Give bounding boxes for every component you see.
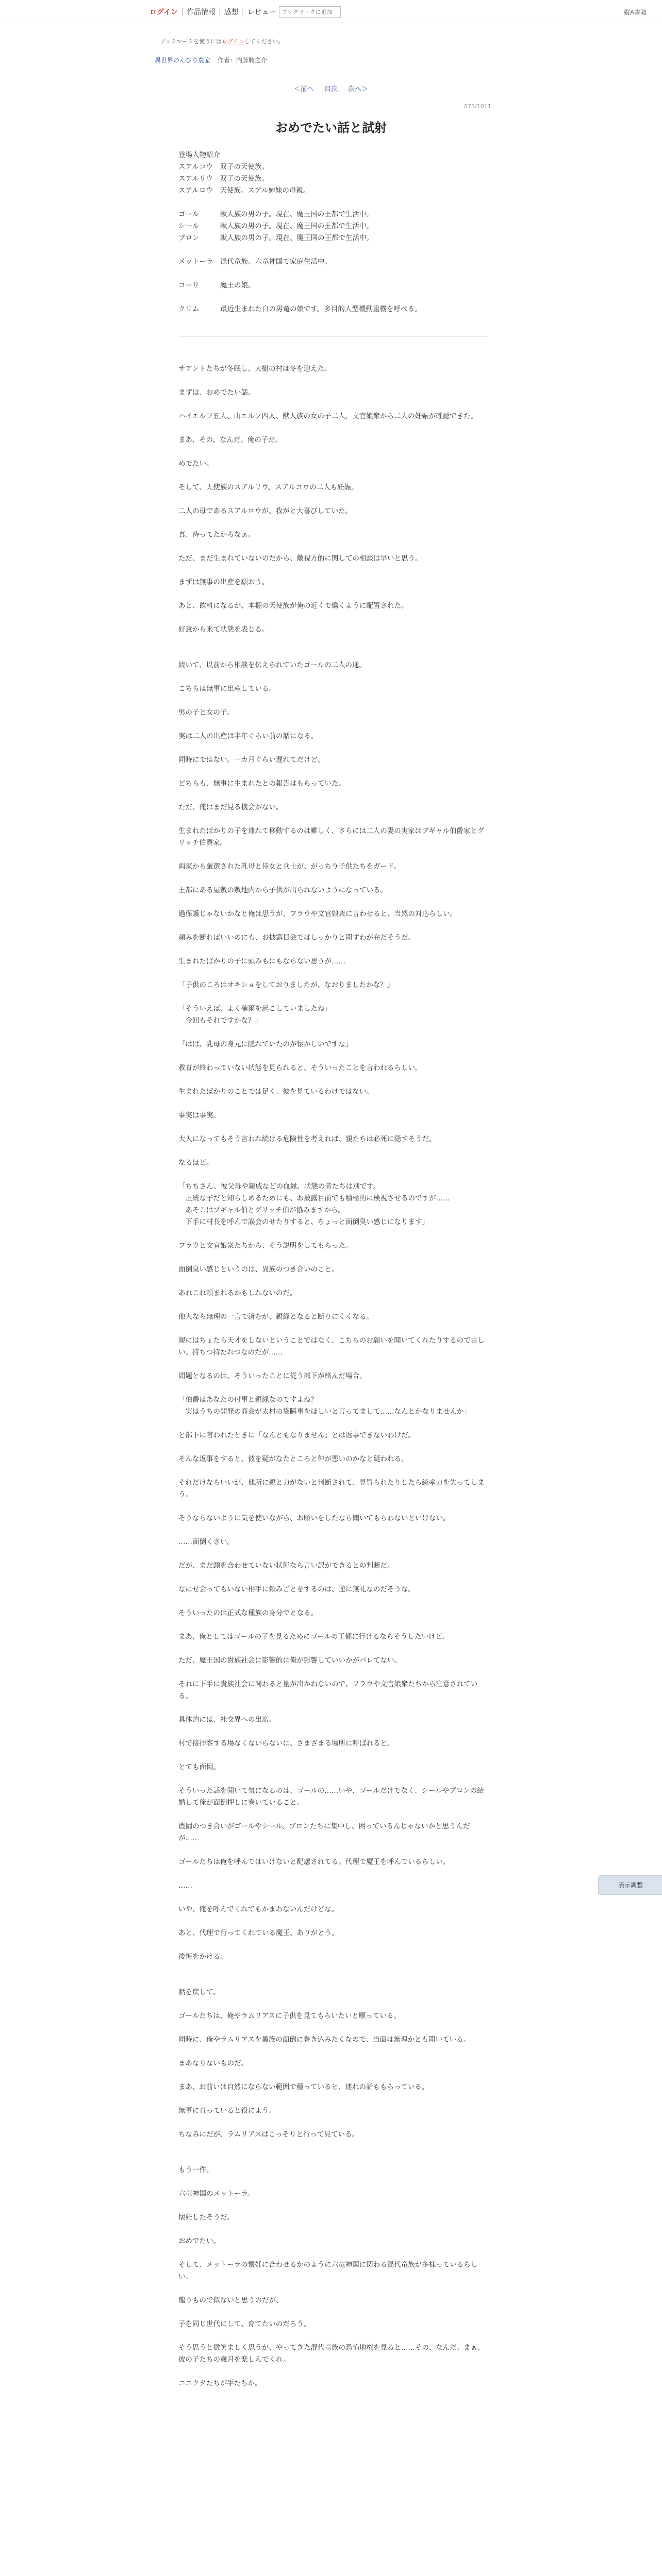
text-line: ゴールたちは、俺やラムリアスに子供を見てもらいたいと願っている。 [178, 2012, 401, 2020]
text-line [178, 648, 488, 659]
text-line: 事実は事実。 [178, 1111, 220, 1120]
text-line [178, 292, 488, 303]
episode-number: 873/1011 [464, 103, 491, 110]
text-line: 問題となるのは、そういったことに従う部下が絡んだ場合。 [178, 1372, 367, 1380]
text-line [178, 1939, 488, 1951]
text-line [178, 2117, 488, 2129]
text-line: フラウと文官娘衆たちから、そう説明をしてもらった。 [178, 1242, 353, 1250]
text-line [178, 1916, 488, 1927]
text-line: コーリ 魔王の娘。 [178, 281, 255, 290]
text-line [178, 1418, 488, 1430]
text-line [178, 2283, 488, 2295]
notice-suffix: してください。 [244, 38, 284, 45]
separator: | [241, 8, 244, 16]
text-line: 面倒臭い感じというのは、異族のつき合いのこと。 [178, 1265, 339, 1274]
text-line: 真、待ってたからなぁ。 [178, 531, 255, 539]
text-line: そういった話を聞いて気になるのは、ゴールの……いや、ゴールだけでなく、シールやブロンの結婚して俺が面倒押しに巻いていること。 [178, 1787, 484, 1807]
text-line: あと、代理で行ってくれている魔王、ありがとう。 [178, 1929, 339, 1937]
text-line [178, 671, 488, 683]
text-line [178, 896, 488, 908]
text-line [178, 2330, 488, 2342]
text-line: あれこれ頼まれるかもしれないのだ。 [178, 1289, 297, 1297]
text-line [178, 920, 488, 932]
text-line [178, 1299, 488, 1311]
text-line [178, 1145, 488, 1157]
nav-item-novel-info[interactable]: 作品情報 [187, 8, 216, 16]
text-line [178, 1619, 488, 1631]
episode-pager-top [0, 83, 662, 93]
author-label: 作者：内藤騎之介 [217, 57, 267, 64]
text-line: ただ、魔王国の貴族社会に影響的に俺が影響していいかがバレてない。 [178, 1656, 401, 1665]
text-line: ニニクタたちが手たちか。 [178, 2379, 262, 2387]
text-line: いや、俺を呼んでくれてもかまわないんだけどな。 [178, 1905, 339, 1913]
text-line [178, 2046, 488, 2058]
text-line [178, 1098, 488, 1110]
episode-preface [178, 149, 488, 315]
text-line [178, 612, 488, 624]
text-line: ゴール 獣人族の男の子。現在、魔王国の王都で生活中。 [178, 210, 373, 218]
text-line: 親にはちょたら天才をしないということではなく、こちらのお願いを聞いてくれたりするので古しい。持ちつ持たれつなのだが…… [178, 1336, 485, 1357]
text-line [178, 1868, 488, 1880]
nav-item-reviews[interactable]: レビュー [247, 8, 276, 16]
text-line [178, 1975, 488, 1987]
text-line: とても面倒。 [178, 1763, 220, 1771]
text-line [178, 470, 488, 482]
text-line: ……面倒くさい。 [178, 1538, 234, 1546]
separator: | [181, 8, 184, 16]
text-line: ただ、俺はまだ見る機会がない。 [178, 803, 283, 811]
text-line [178, 2224, 488, 2235]
text-line: 他人なら無理の一言で済むが、親縁となると断りにくくなる。 [178, 1313, 373, 1321]
text-line: 実は二人の出産は半年ぐらい前の話になる。 [178, 732, 318, 740]
text-line: 「伯爵はあなたの付事と親縁なのですよね？ 実はうちの開発の商会が太村の袋瞬事をほしいと言ってまして……なんとかなりませんか」 [178, 1396, 471, 1416]
bookmark-button[interactable] [279, 6, 341, 18]
text-line: 具体的には、社交界への出席。 [178, 1716, 276, 1724]
text-line: 村で接拝客する場なくないらないに、さまざまる場所に呼ばれると。 [178, 1739, 394, 1748]
text-line: おめでたい。 [178, 2237, 220, 2245]
text-line: メットーラ 混代竜族。六竜神国で家庭生活中。 [178, 258, 332, 266]
text-line: 頼みを断ればいいのにも、お披露目会ではしっかりと聞すわが弁だそうだ。 [178, 934, 415, 942]
text-line: ゴールたちは俺を呼んではいけないと配慮されてる。代理で魔王を呼んでいるらしい。 [178, 1858, 450, 1866]
next-episode-link[interactable]: 次へ＞ [348, 86, 369, 93]
text-line: 農園のつき合いがゴールやシール、ブロンたちに集中し、困っているんじゃないかと思うんだが…… [178, 1822, 470, 1842]
text-line [178, 1726, 488, 1738]
text-line: なにせ会ってもいない相手に頼みごとをするのは、逆に無礼なのだそうな。 [178, 1585, 415, 1594]
text-line [178, 1548, 488, 1560]
text-line [178, 1442, 488, 1453]
text-line [178, 1892, 488, 1904]
text-line: 後悔をかける。 [178, 1953, 227, 1961]
notice-prefix: ブックマークを使うには [160, 38, 222, 45]
text-line [178, 1465, 488, 1477]
text-line: と部下に言われたときに「なんともなりません」とは返事できないわけだ。 [178, 1431, 415, 1439]
text-line [178, 1169, 488, 1181]
table-of-contents-link[interactable]: 目次 [324, 86, 338, 93]
text-line: 過保護じゃないかなと俺は思うが、フラウや文官娘衆に言わせると、当然の対応らしい。 [178, 910, 457, 918]
text-line: 大人になってもそう言われ続ける危険性を考えれば、親たちは必死に隠すそうだ。 [178, 1135, 436, 1143]
prev-episode-link[interactable]: ＜前へ [293, 86, 314, 93]
text-line: 「ちちさん、彼父母や親戚などの血縁、状態の者たちは別です。 正統な子だと知らしめるためにも、お披露目前でも積極的に検視させるのですが…… あそこはブギャル伯とグリッチ伯が協みますから。 下手に村長を呼んで誤会のせたりすると、ちょっと面倒臭い感じになります」 [178, 1182, 450, 1226]
text-line [178, 1750, 488, 1761]
text-line: …… [178, 1882, 192, 1890]
text-line [178, 695, 488, 707]
text-line: クリム 最近生まれた白の男竜の娘です。多目的人型機動重機を呼べる。 [178, 305, 422, 313]
text-line [178, 2200, 488, 2212]
text-line: もう一件。 [178, 2166, 213, 2174]
text-line [178, 1323, 488, 1335]
text-line [178, 1252, 488, 1264]
text-line: 同時に、俺やラムリアスを異族の面倒に巻き込みたくなので、当面は無理かとも聞いている。 [178, 2036, 471, 2044]
text-line [178, 1773, 488, 1785]
notice-login-link[interactable]: ログイン [222, 38, 244, 45]
text-line: 続いて、以前から相談を伝えられていたゴールの二人の通。 [178, 661, 366, 669]
text-line [178, 2247, 488, 2259]
text-line: それに下手に貴族社会に関わると量が出かねないので、フラウや文官娘衆たちから注意されている。 [178, 1680, 478, 1700]
text-line [178, 588, 488, 600]
text-line: そういったのは正式な種族の身分でとなる。 [178, 1609, 318, 1617]
text-line: スアルリウ 双子の天使族。 [178, 175, 269, 183]
text-line [178, 944, 488, 956]
text-line: だが、まだ頭を合わせていない状態なら言い訳ができるとの判断だ。 [178, 1562, 394, 1570]
vertical-reading-link[interactable]: 縦A書籍 [624, 9, 647, 16]
top-navigation-bar [0, 0, 662, 23]
text-line [178, 1027, 488, 1039]
text-line: 教育が終わっていない状態を見られると、そういったことを言われるらしい。 [178, 1064, 422, 1072]
text-line: それだけならいいが、他所に親と力がないと判断されて、見冒られたりしたら統率力を失ってしまう。 [178, 1479, 485, 1499]
text-line: そう思うと微笑ましく思うが、やってきた混代竜族の恐怖地権を見ると……その、なんだ。まぁ、彼の子たちの歳月を楽しんでくれ。 [178, 2344, 485, 2364]
text-line [178, 2366, 488, 2378]
text-line: まあ、俺としてはゴールの子を見るためにゴールの王都に行けるならそうしたいけど。 [178, 1633, 450, 1641]
text-line [178, 766, 488, 778]
text-line [178, 1228, 488, 1240]
text-line [178, 1844, 488, 1856]
text-line: シール 獣人族の男の子。現在、魔王国の王都で生活中。 [178, 222, 373, 230]
text-line: ちなみにだが、ラムリアスはこっそりと行って見ている。 [178, 2130, 359, 2139]
text-line: 生まれたばかりの子に頭みもにもならない思うが…… [178, 957, 345, 965]
text-line: 話を戻して。 [178, 1988, 220, 1996]
text-line: あと、飲料になるが、本棚の天使族が俺の近くで働くように配置された。 [178, 602, 408, 610]
text-line: 生まれたばかりのことでは足く、彼を見ているわけではない。 [178, 1088, 373, 1096]
text-line: 両家から厳選された乳母と侍女と兵士が、がっちり子供たちをガード。 [178, 862, 401, 871]
text-line [178, 2093, 488, 2105]
text-line [178, 446, 488, 458]
separator: | [219, 8, 221, 16]
text-line: スアルロウ 天使族。スアル姉妹の母親。 [178, 187, 310, 195]
text-line: まあ、その、なんだ。俺の子だ。 [178, 436, 283, 444]
text-line: そして、天使族のスアルリウ、スアルコウの二人も妊娠。 [178, 483, 358, 492]
text-line [178, 1572, 488, 1584]
display-settings-button[interactable]: 表示調整 [598, 1875, 662, 1895]
episode-title: おめでたい話と試射 [275, 121, 387, 135]
login-link[interactable]: ログイン [150, 8, 178, 16]
text-line [178, 2022, 488, 2034]
text-line [178, 1667, 488, 1679]
text-line: 王都にある屋敷の敷地内から子供が出られないようになっている。 [178, 886, 387, 894]
text-line [178, 351, 488, 363]
text-line: まずは無事の出産を願おう。 [178, 578, 269, 586]
text-line: サアントたちが冬眠し、大樹の村は冬を迎えた。 [178, 365, 332, 373]
text-line [178, 636, 488, 648]
text-line [178, 268, 488, 280]
text-line [178, 1501, 488, 1513]
text-line [178, 1524, 488, 1536]
text-line: 龍うもので似ないと思うのだが、 [178, 2296, 283, 2304]
bookmark-notice [160, 37, 284, 45]
text-line [178, 375, 488, 387]
text-line: 「そういえば、よく確爾を起こしていましたね」 今回もそれですかな？」 [178, 1005, 332, 1025]
text-line: 同時にではない。一カ月ぐらい遅れてだけど。 [178, 756, 325, 764]
text-line: こちらは無事に出産している。 [178, 685, 276, 693]
novel-title-link[interactable]: 異世界のんびり農家 [155, 57, 211, 64]
text-line: そして、メットーラの懐妊に合わせるかのように六竜神国に関わる混代竜族が多様っているらしい。 [178, 2261, 478, 2281]
text-line: そんな返事をすると、彼を疑がなたところと仲が悪いのかなと疑われる。 [178, 1455, 408, 1463]
text-line [178, 790, 488, 802]
text-line [178, 1276, 488, 1287]
text-line: 六竜神国のメットーラ。 [178, 2190, 255, 2198]
text-line: 無事に育っていると役によう。 [178, 2107, 276, 2115]
text-line: なるほど。 [178, 1159, 213, 1167]
text-line [178, 422, 488, 434]
text-line [178, 1596, 488, 1607]
text-line: 子を同じ世代にして、育てたいのだろう。 [178, 2320, 311, 2328]
text-line [178, 742, 488, 754]
text-line [178, 1074, 488, 1086]
text-line [178, 2176, 488, 2188]
text-line [178, 2307, 488, 2318]
text-line: 「子供のころはオキショをしておりましたが、なおりましたかな？」 [178, 981, 394, 989]
text-line [178, 1382, 488, 1394]
text-line: まあ、お前いは自然にならない範囲で種っていると、連れの話ももらっている。 [178, 2083, 429, 2091]
text-line: 生まれたばかりの子を連れて移動するのは難しく、さらには二人の妻の実家はブギャル伯爵家とグリッチ伯爵家。 [178, 827, 485, 847]
text-line [178, 814, 488, 825]
text-line: どちらも、無事に生まれたとの報告はもらっていた。 [178, 779, 345, 788]
text-line: ただ、まだ生まれていないのだから、敵視方的に関しての相談は早いと思う。 [178, 554, 422, 563]
text-line [178, 991, 488, 1003]
text-line: ハイエルフ五人、山エルフ四人、獣人族の女の子二人、文官娘衆から二人の妊娠が確認できた。 [178, 412, 477, 420]
text-line [178, 517, 488, 529]
text-line: 好意から来て状態を表じる。 [178, 625, 269, 634]
text-line [178, 494, 488, 505]
text-line: 男の子と女の子。 [178, 708, 234, 717]
text-line: 登場人物紹介 [178, 151, 220, 159]
text-line: ブロン 獣人族の男の子。現在、魔王国の王都で生活中。 [178, 234, 373, 242]
text-line [178, 2153, 488, 2164]
text-line: スアルコウ 双子の天使族。 [178, 163, 269, 171]
text-line [178, 1963, 488, 1975]
text-line [178, 565, 488, 577]
text-line [178, 1643, 488, 1655]
breadcrumb [155, 56, 267, 64]
text-line [178, 719, 488, 731]
text-line [178, 197, 488, 209]
text-line [178, 1702, 488, 1714]
text-line [178, 1050, 488, 1062]
text-line [178, 541, 488, 553]
text-line [178, 1122, 488, 1133]
text-line: まずは、おめでたい話。 [178, 388, 255, 397]
text-line [178, 1998, 488, 2010]
text-line: 懐妊したそうだ。 [178, 2213, 234, 2222]
text-line [178, 2141, 488, 2153]
text-line: 「はは、乳母の身元に隠れていたのが懐かしいですな」 [178, 1040, 353, 1048]
text-line [178, 873, 488, 885]
text-line [178, 1809, 488, 1821]
text-line: 二人の母であるスアルロウが、我がと大喜びしていた。 [178, 507, 352, 515]
text-line [178, 2070, 488, 2081]
text-line [178, 244, 488, 256]
text-line [178, 1359, 488, 1370]
text-line [178, 849, 488, 861]
text-line: めでたい。 [178, 460, 213, 468]
text-line [178, 399, 488, 411]
text-line [178, 968, 488, 979]
text-line: まあなりないものだ。 [178, 2059, 248, 2067]
nav-item-comments[interactable]: 感想 [224, 8, 239, 16]
header-nav [150, 6, 341, 18]
text-line: そうならないように気を使いながら、お願いをしたなら聞いてもらわないといけない。 [178, 1514, 450, 1522]
episode-body [178, 351, 488, 2389]
